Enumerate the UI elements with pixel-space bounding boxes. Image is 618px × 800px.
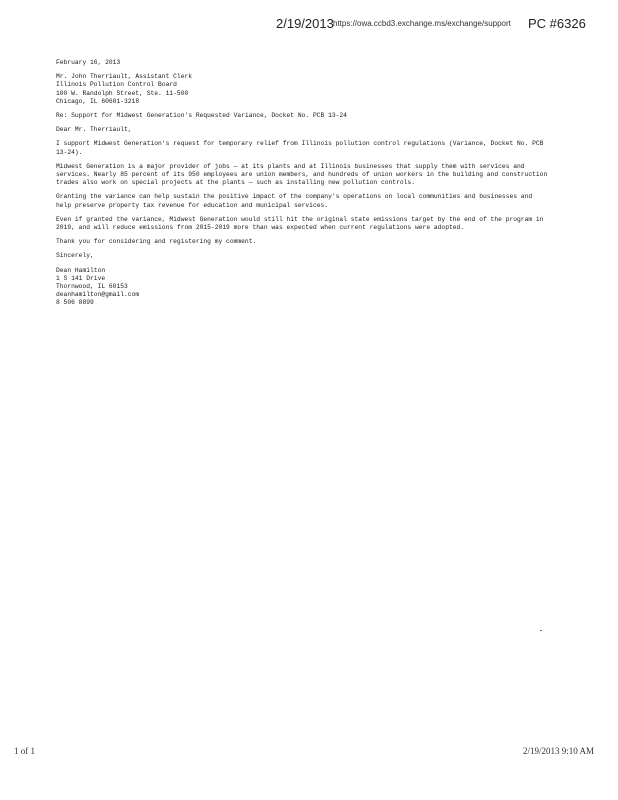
- header-url: https://owa.ccbd3.exchange.ms/exchange/support: [333, 19, 511, 28]
- salutation: Dear Mr. Therriault,: [56, 126, 132, 134]
- signature-line: 1 S 141 Drive: [56, 274, 106, 282]
- signature-line: Thornwood, IL 60153: [56, 283, 128, 291]
- body-paragraph: Thank you for considering and registering my comment.: [56, 238, 257, 246]
- recipient-line: Mr. John Therriault, Assistant Clerk: [56, 73, 193, 81]
- recipient-address: [56, 73, 550, 106]
- signature-line: 8 506 8899: [56, 299, 94, 307]
- scan-speck: [540, 630, 542, 631]
- body-paragraph: Midwest Generation is a major provider of jobs — at its plants and at Illinois businesses that supply them with services and services. Nearly 85 percent of its 950 employees are union members, and hundreds of union workers in the building and construction trades also work on special projects at the plants — such as installing new pollution controls.: [56, 162, 548, 187]
- closing: Sincerely,: [56, 252, 94, 260]
- body-paragraph: I support Midwest Generation's request for temporary relief from Illinois pollution control regulations (Variance, Docket No. PCB 13-24).: [56, 140, 544, 156]
- signature-line: deanhamilton@gmail.com: [56, 291, 140, 299]
- recipient-line: 100 W. Randolph Street, Ste. 11-500: [56, 89, 189, 97]
- recipient-line: Chicago, IL 60601-3218: [56, 97, 140, 105]
- page-indicator: 1 of 1: [14, 746, 35, 756]
- print-timestamp: 2/19/2013 9:10 AM: [523, 746, 595, 756]
- signature-block: [56, 267, 550, 308]
- body-paragraph: Granting the variance can help sustain the positive impact of the company's operations on local communities and businesses and help preserve property tax revenue for education and municipal services.: [56, 193, 533, 209]
- body-paragraph: Even if granted the variance, Midwest Generation would still hit the original state emissions target by the end of the program in 2019, and will reduce emissions from 2015-2019 more than was expected when current regulations were adopted.: [56, 215, 544, 232]
- letter-body: [56, 59, 550, 314]
- signature-line: Dean Hamilton: [56, 266, 106, 274]
- letter-date: February 16, 2013: [56, 59, 121, 66]
- subject-line: Re: Support for Midwest Generation's Requested Variance, Docket No. PCB 13-24: [56, 112, 347, 120]
- header-date: 2/19/2013: [276, 16, 334, 31]
- public-comment-number: PC #6326: [528, 16, 586, 31]
- recipient-line: Illinois Pollution Control Board: [56, 81, 177, 89]
